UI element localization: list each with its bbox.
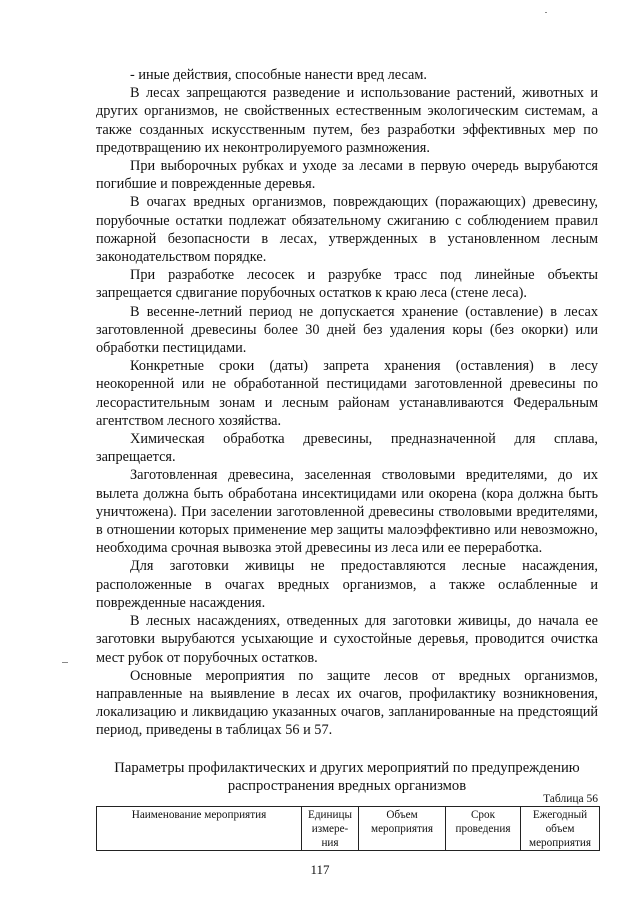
header-cell-term: Срок проведения <box>446 807 521 851</box>
table-number: Таблица 56 <box>543 793 598 805</box>
paragraph: При разработке лесосек и разрубке трасс под линейные объекты запрещается сдвигание порубочных остатков к краю леса (стене леса). <box>96 267 598 302</box>
paragraph: В лесах запрещаются разведение и использование растений, животных и других организмов, не свойственных естественным экологическим системам, а также созданных искусственным путем, без разработки эффективных мер по предотвращению их неконтролируемого размножения. <box>96 85 598 156</box>
paragraph: Заготовленная древесина, заселенная стволовыми вредителями, до их вылета должна быть обработана инсектицидами или окорена (кора должна быть уничтожена). При заселении заготовленной древесины стволовыми вредителями, в отношении которых применение мер защиты малоэффективно или невозможно, необходима срочная вывозка этой древесины из леса или ее переработка. <box>96 467 598 557</box>
header-cell-annual-volume: Ежегодный объем мероприятия <box>521 807 600 851</box>
paragraph: Основные мероприятия по защите лесов от вредных организмов, направленные на выявление в лесах их очагов, профилактику возникновения, локализацию и ликвидацию указанных очагов, запланированные на предстоящий период, приведены в таблицах 56 и 57. <box>96 667 598 739</box>
paragraph: В лесных насаждениях, отведенных для заготовки живицы, до начала ее заготовки вырубаются усыхающие и сухостойные деревья, проводится очистка мест рубок от порубочных остатков. <box>96 613 598 666</box>
paragraph: Для заготовки живицы не предоставляются лесные насаждения, расположенные в очагах вредных организмов, а также ослабленные и поврежденные насаждения. <box>96 558 598 611</box>
paragraph: Конкретные сроки (даты) запрета хранения (оставления) в лесу неокоренной или не обработанной пестицидами заготовленной древесины по лесорастительным зонам и лесным районам устанавливаются Федеральным агентством лесного хозяйства. <box>96 358 598 429</box>
paragraph: Химическая обработка древесины, предназначенной для сплава, запрещается. <box>96 431 598 466</box>
paragraph: - иные действия, способные нанести вред лесам. <box>130 67 427 83</box>
scan-speck <box>545 12 547 13</box>
body-text <box>96 66 598 740</box>
page-number: 117 <box>310 862 330 877</box>
scan-speck <box>62 662 68 663</box>
table-title: Параметры профилактических и других мероприятий по предупреждению распространения вредных организмов <box>114 760 580 794</box>
header-cell-units: Единицы измере-ния <box>302 807 359 851</box>
paragraph: В весенне-летний период не допускается хранение (оставление) в лесах заготовленной древесины более 30 дней без удаления коры (без окорки) или обработки пестицидами. <box>96 303 598 357</box>
header-cell-name: Наименование мероприятия <box>97 807 302 851</box>
paragraph: В очагах вредных организмов, повреждающих (поражающих) древесину, порубочные остатки подлежат обязательному сжиганию с соблюдением правил пожарной безопасности в лесах, утвержденных в установленном лесным законодательством порядке. <box>96 194 598 266</box>
table-header <box>96 806 600 851</box>
header-cell-volume: Объем мероприятия <box>359 807 446 851</box>
paragraph: При выборочных рубках и уходе за лесами в первую очередь вырубаются погибшие и поврежденные деревья. <box>96 158 598 193</box>
